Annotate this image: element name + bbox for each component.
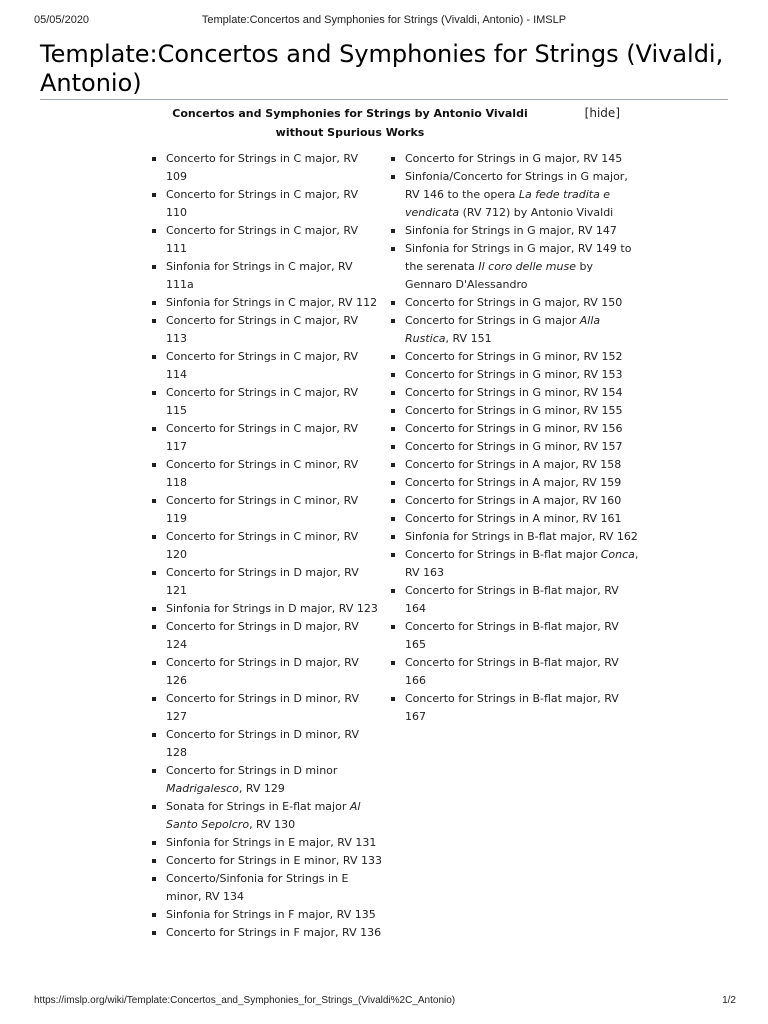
bullet-icon — [391, 499, 395, 503]
work-list-item — [150, 150, 382, 186]
work-link[interactable] — [405, 474, 639, 492]
work-title-pre: Concerto for Strings in F major, RV 136 — [166, 926, 382, 939]
work-title-pre: Concerto for Strings in G minor, RV 156 — [405, 422, 623, 435]
bullet-icon — [152, 265, 156, 269]
page-title: Template:Concertos and Symphonies for Strings (Vivaldi, Antonio) — [40, 40, 724, 97]
bullet-icon — [391, 319, 395, 323]
work-title-post: (RV 712) by Antonio Vivaldi — [459, 206, 614, 219]
navbox-header — [150, 104, 624, 144]
work-title-pre: Concerto for Strings in B-flat major, RV 164 — [405, 584, 619, 615]
work-link[interactable] — [405, 402, 639, 420]
hide-toggle-link[interactable]: hide — [589, 106, 616, 120]
bullet-icon — [391, 553, 395, 557]
work-list-item — [150, 456, 382, 492]
work-list-item — [389, 456, 639, 474]
work-link[interactable] — [405, 654, 639, 690]
bullet-icon — [152, 607, 156, 611]
work-title-pre: Concerto for Strings in G minor, RV 153 — [405, 368, 623, 381]
work-title-pre: Concerto for Strings in B-flat major, RV 166 — [405, 656, 619, 687]
work-link[interactable] — [166, 420, 382, 456]
work-title-pre: Sinfonia for Strings in D major, RV 123 — [166, 602, 378, 615]
work-link[interactable] — [405, 312, 639, 348]
work-title-em: Il coro delle muse — [478, 260, 576, 273]
print-page-number: 1/2 — [722, 995, 736, 1006]
work-title-em: La fede tradita e vendicata — [405, 188, 611, 219]
work-link[interactable] — [166, 564, 382, 600]
bullet-icon — [391, 427, 395, 431]
work-link[interactable] — [405, 492, 639, 510]
work-title-pre: Concerto for Strings in B-flat major, RV 165 — [405, 620, 619, 651]
bullet-icon — [391, 697, 395, 701]
work-list-item — [150, 312, 382, 348]
bullet-icon — [391, 157, 395, 161]
bullet-icon — [152, 877, 156, 881]
work-title-em: Alla Rustica — [405, 314, 601, 345]
work-list-item — [389, 582, 639, 618]
work-title-pre: Concerto for Strings in C major, RV 117 — [166, 422, 358, 453]
work-title-pre: Sinfonia for Strings in C major, RV 112 — [166, 296, 378, 309]
work-list-item — [389, 294, 639, 312]
work-link[interactable] — [405, 618, 639, 654]
work-link[interactable] — [166, 348, 382, 384]
work-list-item — [150, 618, 382, 654]
work-title-pre: Concerto for Strings in C major, RV 109 — [166, 152, 358, 183]
work-title-pre: Concerto for Strings in B-flat major — [405, 548, 601, 561]
work-link[interactable] — [166, 312, 382, 348]
work-list-item — [389, 420, 639, 438]
work-link[interactable] — [166, 294, 382, 312]
work-link[interactable] — [166, 600, 382, 618]
work-list-item — [389, 690, 639, 726]
work-list-item — [389, 240, 639, 294]
work-title-pre: Concerto for Strings in C major, RV 115 — [166, 386, 358, 417]
work-list-item — [389, 510, 639, 528]
work-list-item — [150, 690, 382, 726]
work-title-post: , RV 129 — [238, 782, 285, 795]
work-title-pre: Sinfonia for Strings in G major, RV 147 — [405, 224, 617, 237]
work-title-pre: Concerto for Strings in A major, RV 158 — [405, 458, 622, 471]
work-title-pre: Sinfonia for Strings in C major, RV 111a — [166, 260, 353, 291]
work-title-pre: Concerto for Strings in G major, RV 150 — [405, 296, 623, 309]
work-link[interactable] — [166, 852, 382, 870]
work-title-pre: Concerto for Strings in A minor, RV 161 — [405, 512, 622, 525]
bullet-icon — [152, 355, 156, 359]
work-title-post: , RV 151 — [445, 332, 492, 345]
bullet-icon — [391, 463, 395, 467]
bullet-icon — [391, 409, 395, 413]
work-list-item — [150, 294, 382, 312]
bullet-icon — [391, 535, 395, 539]
work-list-item — [389, 618, 639, 654]
bullet-icon — [152, 841, 156, 845]
work-list-item — [150, 600, 382, 618]
left-work-list — [150, 150, 382, 942]
work-title-pre: Concerto for Strings in D minor, RV 128 — [166, 728, 359, 759]
bullet-icon — [152, 535, 156, 539]
bullet-icon — [152, 769, 156, 773]
work-link[interactable] — [166, 690, 382, 726]
work-link[interactable] — [405, 528, 639, 546]
work-link[interactable] — [405, 366, 639, 384]
bullet-icon — [152, 733, 156, 737]
work-list-item — [150, 222, 382, 258]
work-link[interactable] — [166, 384, 382, 420]
bullet-icon — [391, 373, 395, 377]
work-list-item — [389, 474, 639, 492]
work-list-item — [150, 186, 382, 222]
bullet-icon — [391, 661, 395, 665]
work-link[interactable] — [405, 150, 639, 168]
work-link[interactable] — [405, 438, 639, 456]
bullet-icon — [391, 175, 395, 179]
work-list-item — [389, 492, 639, 510]
work-link[interactable] — [166, 186, 382, 222]
work-list-item — [150, 834, 382, 852]
work-link[interactable] — [166, 150, 382, 186]
work-title-pre: Sinfonia for Strings in B-flat major, RV 162 — [405, 530, 638, 543]
work-link[interactable] — [166, 528, 382, 564]
work-link[interactable] — [166, 618, 382, 654]
bullet-icon — [152, 193, 156, 197]
toggle-bracket-close: ] — [615, 106, 620, 120]
work-list-item — [150, 906, 382, 924]
bullet-icon — [152, 463, 156, 467]
work-link[interactable] — [166, 762, 382, 798]
work-link[interactable] — [166, 870, 382, 906]
work-list-item — [150, 564, 382, 600]
work-link[interactable] — [166, 924, 382, 942]
work-list-item — [389, 402, 639, 420]
work-link[interactable] — [166, 258, 382, 294]
work-list-item — [389, 438, 639, 456]
work-title-pre: Concerto for Strings in A major, RV 160 — [405, 494, 622, 507]
work-list-item — [389, 384, 639, 402]
work-list-item — [150, 384, 382, 420]
work-title-pre: Sinfonia for Strings in F major, RV 135 — [166, 908, 376, 921]
bullet-icon — [152, 157, 156, 161]
bullet-icon — [391, 247, 395, 251]
bullet-icon — [391, 391, 395, 395]
bullet-icon — [391, 355, 395, 359]
work-title-em: Al Santo Sepolcro — [166, 800, 361, 831]
work-title-pre: Concerto for Strings in A major, RV 159 — [405, 476, 622, 489]
work-title-pre: Concerto for Strings in D major, RV 126 — [166, 656, 359, 687]
print-document-title: Template:Concertos and Symphonies for Strings (Vivaldi, Antonio) - IMSLP — [201, 14, 567, 26]
work-list-item — [389, 546, 639, 582]
work-title-pre: Concerto for Strings in D minor — [166, 764, 338, 777]
bullet-icon — [152, 499, 156, 503]
work-title-pre: Concerto for Strings in C major, RV 111 — [166, 224, 358, 255]
bullet-icon — [391, 445, 395, 449]
work-title-pre: Concerto for Strings in G minor, RV 152 — [405, 350, 623, 363]
work-list-item — [150, 420, 382, 456]
work-title-pre: Concerto for Strings in D minor, RV 127 — [166, 692, 359, 723]
work-list-item — [389, 528, 639, 546]
work-list-item — [150, 348, 382, 384]
work-list-item — [389, 168, 639, 222]
bullet-icon — [152, 301, 156, 305]
bullet-icon — [391, 625, 395, 629]
work-title-pre: Concerto for Strings in C major, RV 113 — [166, 314, 358, 345]
work-list-item — [389, 348, 639, 366]
work-link[interactable] — [405, 690, 639, 726]
work-title-pre: Concerto for Strings in B-flat major, RV 167 — [405, 692, 619, 723]
work-title-pre: Concerto for Strings in C minor, RV 120 — [166, 530, 359, 561]
bullet-icon — [391, 589, 395, 593]
work-list-item — [150, 654, 382, 690]
work-title-pre: Concerto for Strings in G major, RV 145 — [405, 152, 623, 165]
work-link[interactable] — [166, 654, 382, 690]
work-title-pre: Concerto for Strings in D major, RV 121 — [166, 566, 359, 597]
work-link[interactable] — [166, 222, 382, 258]
work-list-item — [150, 528, 382, 564]
work-link[interactable] — [405, 420, 639, 438]
work-link[interactable] — [166, 834, 382, 852]
work-link[interactable] — [405, 222, 639, 240]
bullet-icon — [152, 913, 156, 917]
work-title-pre: Concerto for Strings in C minor, RV 119 — [166, 494, 359, 525]
right-work-list — [389, 150, 639, 726]
bullet-icon — [152, 661, 156, 665]
work-title-pre: Sinfonia/Concerto for Strings in G major, RV 146 to the opera — [405, 170, 628, 201]
navbox-title: Concertos and Symphonies for Strings by Antonio Vivaldi without Spurious Works — [172, 107, 528, 139]
work-title-pre: Concerto for Strings in G minor, RV 155 — [405, 404, 623, 417]
work-link[interactable] — [405, 348, 639, 366]
work-link[interactable] — [166, 726, 382, 762]
bullet-icon — [152, 391, 156, 395]
print-date: 05/05/2020 — [34, 14, 90, 26]
work-link[interactable] — [166, 456, 382, 492]
toggle-bracket-open: [ — [584, 106, 590, 120]
work-title-pre: Concerto for Strings in G minor, RV 154 — [405, 386, 623, 399]
work-list-item — [150, 852, 382, 870]
work-list-item — [389, 222, 639, 240]
bullet-icon — [152, 805, 156, 809]
work-title-pre: Concerto for Strings in C major, RV 110 — [166, 188, 358, 219]
work-list-item — [150, 762, 382, 798]
work-title-post: , RV 130 — [249, 818, 296, 831]
work-list-item — [150, 492, 382, 528]
work-title-pre: Concerto/Sinfonia for Strings in E minor, RV 134 — [166, 872, 349, 903]
work-title-pre: Concerto for Strings in G major — [405, 314, 580, 327]
work-title-post: , RV 163 — [405, 548, 639, 579]
work-title-em: Madrigalesco — [166, 782, 239, 795]
bullet-icon — [152, 697, 156, 701]
work-link[interactable] — [405, 168, 639, 222]
bullet-icon — [152, 427, 156, 431]
work-list-item — [150, 924, 382, 942]
work-link[interactable] — [405, 582, 639, 618]
bullet-icon — [391, 481, 395, 485]
print-url: https://imslp.org/wiki/Template:Concertos_and_Symphonies_for_Strings_(Vivaldi%2C_Antonio) — [34, 995, 456, 1006]
work-link[interactable] — [405, 294, 639, 312]
bullet-icon — [152, 319, 156, 323]
work-list-item — [150, 870, 382, 906]
work-link[interactable] — [405, 240, 639, 294]
bullet-icon — [152, 571, 156, 575]
navbox-toggle — [585, 104, 620, 123]
work-title-pre: Concerto for Strings in G minor, RV 157 — [405, 440, 623, 453]
bullet-icon — [152, 859, 156, 863]
work-list-item — [389, 312, 639, 348]
work-list-item — [150, 798, 382, 834]
work-title-post: by Gennaro D'Alessandro — [405, 260, 593, 291]
bullet-icon — [391, 229, 395, 233]
work-link[interactable] — [405, 384, 639, 402]
work-list-item — [150, 726, 382, 762]
work-title-em: Conca — [600, 548, 635, 561]
bullet-icon — [391, 301, 395, 305]
work-list-item — [389, 366, 639, 384]
bullet-icon — [152, 931, 156, 935]
work-title-pre: Concerto for Strings in C minor, RV 118 — [166, 458, 359, 489]
title-divider — [40, 99, 728, 100]
work-link[interactable] — [166, 798, 382, 834]
work-link[interactable] — [405, 510, 639, 528]
work-title-pre: Concerto for Strings in D major, RV 124 — [166, 620, 359, 651]
work-title-pre: Sinfonia for Strings in E major, RV 131 — [166, 836, 377, 849]
bullet-icon — [391, 517, 395, 521]
work-title-pre: Concerto for Strings in C major, RV 114 — [166, 350, 358, 381]
bullet-icon — [152, 625, 156, 629]
work-title-pre: Sonata for Strings in E-flat major — [166, 800, 350, 813]
work-link[interactable] — [166, 492, 382, 528]
work-list-item — [389, 654, 639, 690]
work-title-pre: Sinfonia for Strings in G major, RV 149 to the serenata — [405, 242, 632, 273]
bullet-icon — [152, 229, 156, 233]
work-link[interactable] — [166, 906, 382, 924]
work-link[interactable] — [405, 546, 639, 582]
work-title-pre: Concerto for Strings in E minor, RV 133 — [166, 854, 382, 867]
work-link[interactable] — [405, 456, 639, 474]
work-list-item — [150, 258, 382, 294]
work-list-item — [389, 150, 639, 168]
